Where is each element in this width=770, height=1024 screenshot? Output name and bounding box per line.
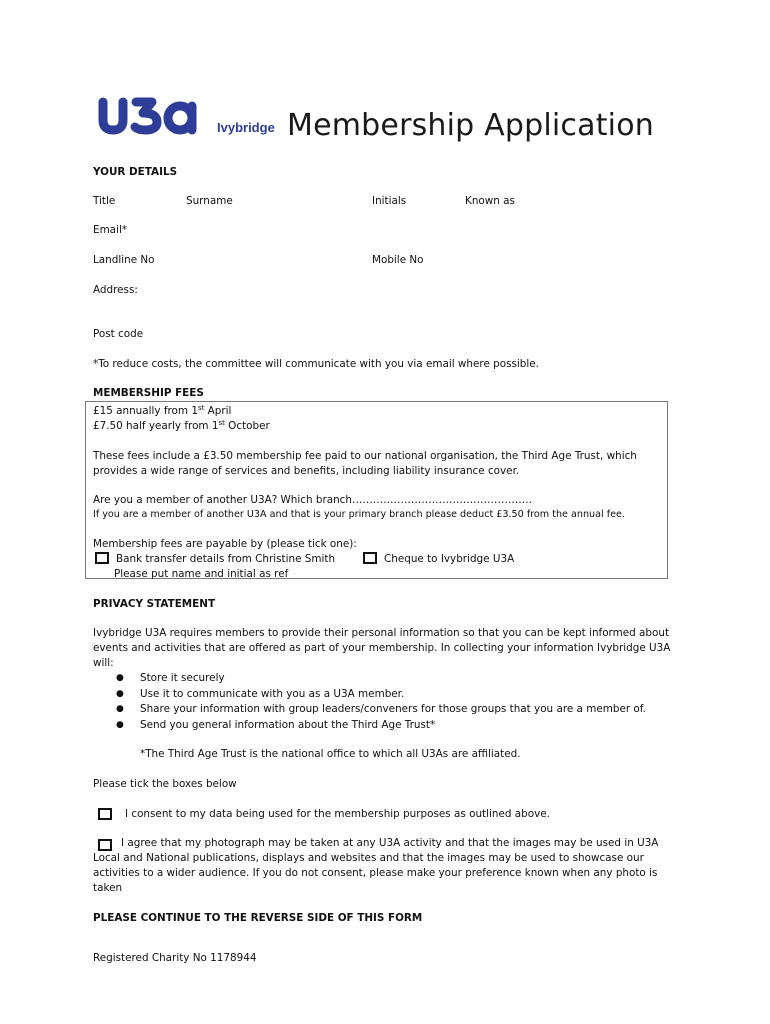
postcode-field-label: Post code [93,328,144,340]
mobile-field-label: Mobile No [372,254,424,266]
bank-transfer-checkbox[interactable] [95,552,109,564]
bank-transfer-label: Bank transfer details from Christine Smith [116,553,336,565]
bullet-icon: ● [116,689,124,699]
annual-fee-line [93,404,231,418]
photo-consent-line-2: Local and National publications, displays and websites and that the images may be used to showcase our [93,852,644,864]
cheque-label: Cheque to Ivybridge U3A [384,553,515,565]
photo-consent-line-1: I agree that my photograph may be taken at any U3A activity and that the images may be used in U3A [121,837,659,849]
third-age-trust-note: *The Third Age Trust is the national office to which all U3As are affiliated. [140,748,521,760]
bullet-icon: ● [116,720,124,730]
email-field-label: Email* [93,224,128,236]
membership-fees-heading: MEMBERSHIP FEES [93,387,204,399]
fee-info-line-2: provides a wide range of services and benefits, including liability insurance cover. [93,465,520,477]
half-year-fee-line [93,419,270,433]
privacy-heading: PRIVACY STATEMENT [93,598,216,610]
annual-fee-sup: st [197,404,205,412]
fee-info-line-1: These fees include a £3.50 membership fee paid to our national organisation, the Third Age Trust, which [93,450,637,462]
photo-consent-line-3: activities to a wider audience. If you do not consent, please make your preference known when any photo is [93,867,658,879]
half-year-fee-month: October [224,420,270,432]
annual-fee-month: April [204,405,232,417]
your-details-heading: YOUR DETAILS [93,166,178,178]
tick-prompt: Please tick the boxes below [93,778,237,790]
privacy-intro-line-2: events and activities that are offered as part of your membership. In collecting your information Ivybridge U3A [93,642,671,654]
privacy-bullet-item: Use it to communicate with you as a U3A member. [140,688,405,700]
data-consent-checkbox[interactable] [98,808,112,820]
annual-fee-text: £15 annually from 1 [93,405,198,417]
other-u3a-question: Are you a member of another U3A? Which branch……………………………………………. [93,494,532,506]
landline-field-label: Landline No [93,254,155,266]
cheque-checkbox[interactable] [363,552,377,564]
page-title: Membership Application [287,108,654,143]
bullet-icon: ● [116,673,124,683]
photo-consent-checkbox[interactable] [98,839,112,851]
email-note: *To reduce costs, the committee will communicate with you via email where possible. [93,358,539,370]
data-consent-label: I consent to my data being used for the membership purposes as outlined above. [125,808,550,820]
logo-branch-name: Ivybridge [217,120,275,135]
continue-notice: PLEASE CONTINUE TO THE REVERSE SIDE OF THIS FORM [93,912,423,924]
half-year-fee-text: £7.50 half yearly from 1 [93,420,219,432]
privacy-bullet-item: Share your information with group leaders/conveners for those groups that you are a member of. [140,703,646,715]
privacy-bullet-item: Store it securely [140,672,225,684]
payable-by-label: Membership fees are payable by (please tick one): [93,538,357,550]
charity-number: Registered Charity No 1178944 [93,952,257,964]
other-u3a-note: If you are a member of another U3A and that is your primary branch please deduct £3.50 from the annual fee. [93,509,625,520]
privacy-bullet-item: Send you general information about the Third Age Trust* [140,719,436,731]
surname-field-label: Surname [186,195,233,207]
bullet-icon: ● [116,704,124,714]
address-field-label: Address: [93,284,138,296]
privacy-intro-line-3: will: [93,657,114,669]
title-field-label: Title [93,195,116,207]
initials-field-label: Initials [372,195,407,207]
photo-consent-line-4: taken [93,882,123,894]
u3a-logo-mark [97,96,203,136]
privacy-intro-line-1: Ivybridge U3A requires members to provide their personal information so that you can be kept informed about [93,627,670,639]
half-year-fee-sup: st [218,419,225,427]
known-as-field-label: Known as [465,195,515,207]
bank-transfer-note: Please put name and initial as ref [114,568,289,580]
